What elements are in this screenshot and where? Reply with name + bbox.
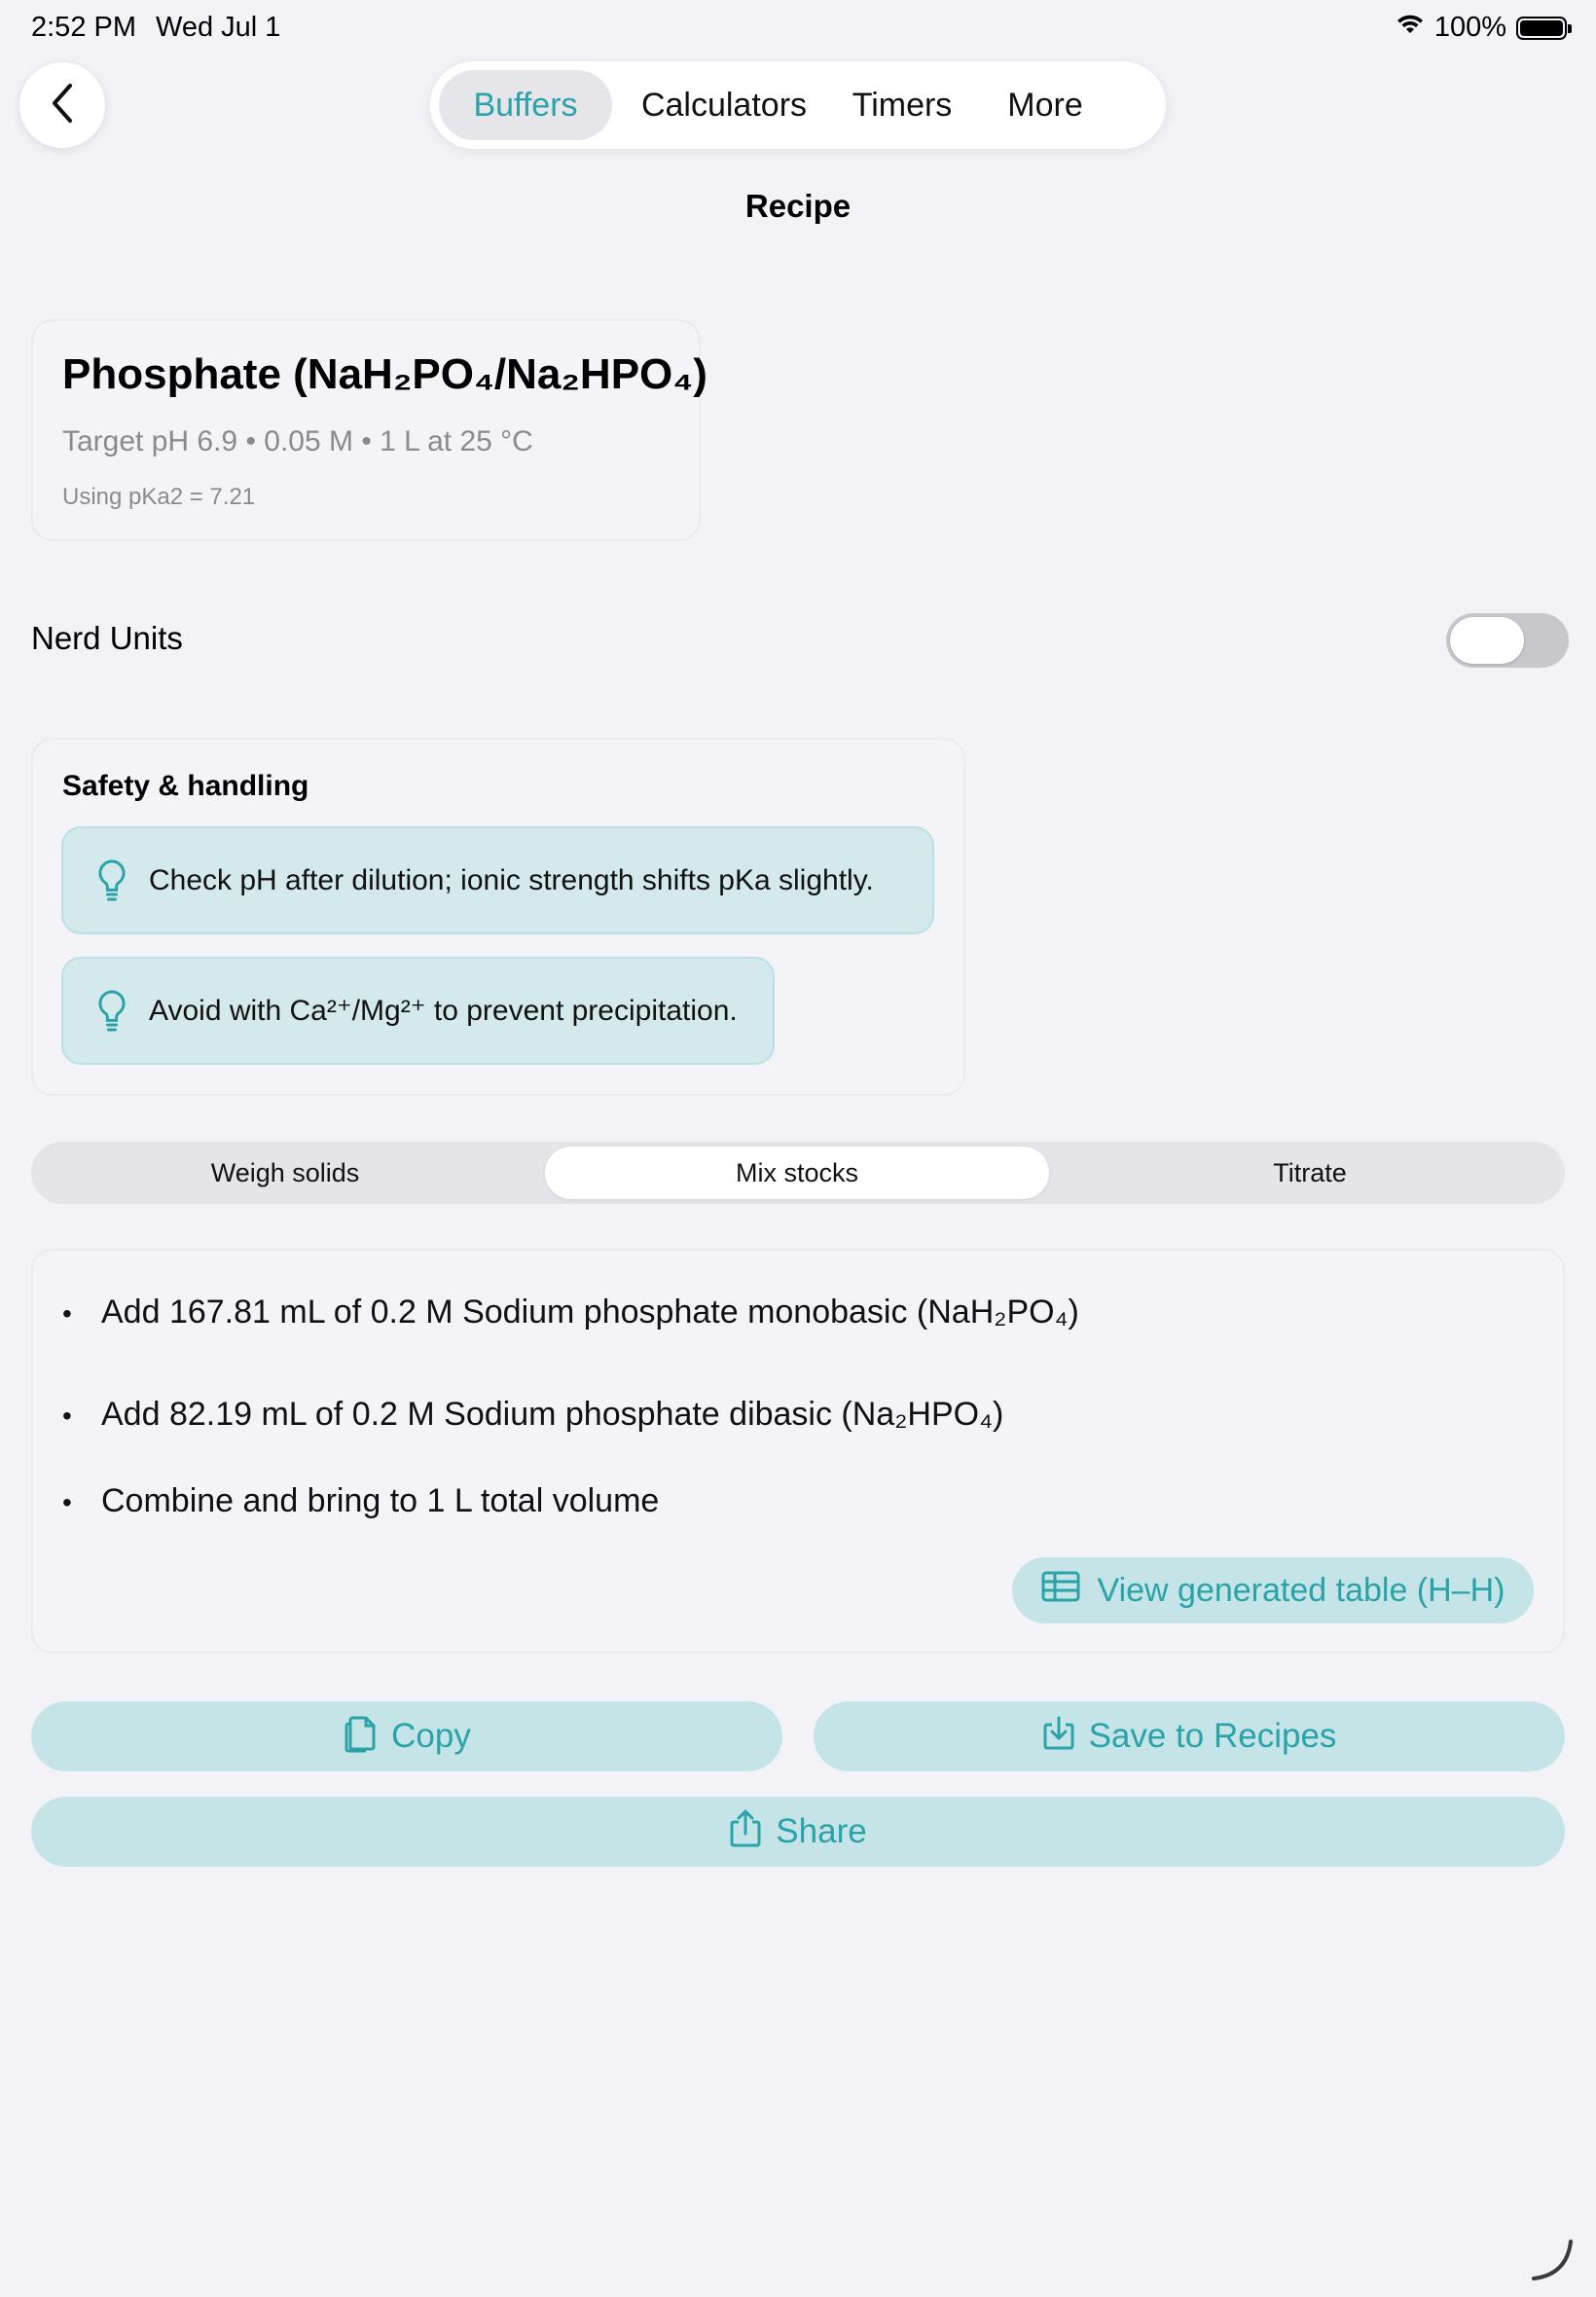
toggle-knob — [1450, 617, 1524, 664]
copy-icon — [343, 1712, 378, 1762]
lightbulb-icon — [94, 857, 129, 904]
safety-tip-text: Avoid with Ca²⁺/Mg²⁺ to prevent precipitation. — [149, 995, 738, 1027]
save-to-recipes-button[interactable] — [814, 1701, 1565, 1771]
top-tab-bar — [430, 61, 1166, 149]
view-table-label: View generated table (H–H) — [1097, 1571, 1505, 1609]
method-segmented-control — [31, 1142, 1565, 1204]
wifi-icon — [1396, 12, 1425, 44]
status-time: 2:52 PM — [31, 12, 136, 43]
share-button[interactable] — [31, 1797, 1565, 1867]
save-label: Save to Recipes — [1088, 1717, 1337, 1755]
chevron-left-icon — [51, 83, 74, 128]
resize-corner-icon[interactable] — [1528, 2236, 1575, 2287]
safety-tip — [61, 826, 934, 934]
back-button[interactable] — [19, 62, 105, 148]
tab-calculators[interactable]: Calculators — [640, 87, 808, 124]
status-indicators — [1396, 12, 1567, 44]
nerd-units-toggle[interactable] — [1446, 613, 1569, 668]
safety-tip — [61, 957, 775, 1065]
battery-percent: 100% — [1433, 12, 1506, 43]
segment-titrate[interactable]: Titrate — [1273, 1158, 1347, 1187]
nerd-units-label: Nerd Units — [31, 620, 183, 656]
bullet: • — [62, 1298, 72, 1329]
bullet: • — [62, 1401, 72, 1431]
view-table-button[interactable] — [1012, 1557, 1534, 1623]
step-text: Add 82.19 mL of 0.2 M Sodium phosphate dibasic (Na₂HPO₄) — [101, 1396, 1004, 1433]
safety-tip-text: Check pH after dilution; ionic strength shifts pKa slightly. — [149, 863, 874, 896]
step-text: Combine and bring to 1 L total volume — [101, 1482, 660, 1519]
status-date: Wed Jul 1 — [156, 12, 281, 43]
safety-title: Safety & handling — [62, 770, 309, 802]
buffer-subtitle: Target pH 6.9 • 0.05 M • 1 L at 25 °C — [62, 425, 533, 457]
page-title: Recipe — [744, 188, 852, 224]
step-item — [62, 1294, 1079, 1331]
tab-timers[interactable]: Timers — [852, 87, 953, 124]
step-item — [62, 1396, 1003, 1434]
share-label: Share — [776, 1812, 867, 1850]
battery-icon — [1516, 17, 1567, 40]
save-download-icon — [1042, 1715, 1075, 1759]
buffer-pka: Using pKa2 = 7.21 — [62, 484, 256, 510]
tab-buffers[interactable]: Buffers — [439, 70, 612, 140]
lightbulb-icon — [94, 988, 129, 1035]
tab-more[interactable]: More — [1007, 87, 1083, 124]
copy-button[interactable] — [31, 1701, 782, 1771]
share-icon — [729, 1808, 762, 1856]
step-item — [62, 1482, 659, 1520]
bullet: • — [62, 1487, 72, 1517]
copy-label: Copy — [391, 1717, 471, 1755]
step-text: Add 167.81 mL of 0.2 M Sodium phosphate monobasic (NaH₂PO₄) — [101, 1294, 1079, 1331]
segment-weigh-solids[interactable]: Weigh solids — [210, 1158, 360, 1187]
buffer-name: Phosphate (NaH₂PO₄/Na₂HPO₄) — [62, 350, 707, 398]
segment-mix-stocks[interactable]: Mix stocks — [545, 1147, 1049, 1199]
table-icon — [1041, 1571, 1080, 1611]
